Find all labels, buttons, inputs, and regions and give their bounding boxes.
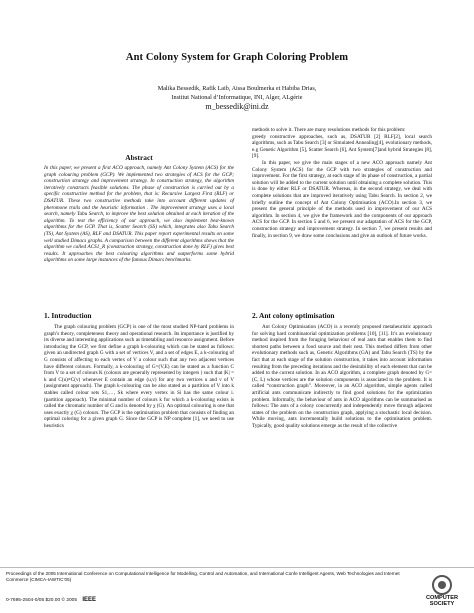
introduction-section: [44, 311, 234, 430]
society-name-line2: SOCIETY: [429, 601, 455, 608]
aco-section: [252, 311, 432, 430]
author-names: Malika Bessedik, Rafik Laib, Aissa Boulmerka et Habiba Drias,: [157, 85, 317, 92]
ieee-logo: IEEE: [82, 597, 97, 603]
abstract-heading: Abstract: [125, 153, 153, 162]
footer-divider: [0, 567, 474, 568]
isbn-text: 0-7695-2504-0/05 $20.00 © 2005: [6, 598, 78, 603]
abstract-text: In this paper, we present a first ACO approach, namely Ant Colony System (ACS) for the graph colouring problem (GCP). We implemented two strategies of ACS for the GCP; construction strategy and improvement strategy. In construction strategy, the algorithm iteratively constructs feasible solutions. The phase of construction is carried out by a specific constructive method for the problem, that is: Recursive Largest First (RLF) or DSATUR. These two constructive methods take into account different updates of pheromone trails and the heuristic information . The improvement strategy uses a local search, namely Tabu Search, to improve the best solution obtained at each iteration of the algorithm. To test the efficiency of our approach, we also implement best-known algorithms for the GCP. That is, Scatter Search (SS) which, integrates also Tabu Search (TS), Ant System (AS), RLF and DSATUR. This paper report experimental results on some well studied Dimacs graphs. A comparison between the different algorithms shows that the algorithm we called ACS1_R (construction strategy, construction done by RLF) gives best results. It approaches the best colouring algorithms and outperforms some hybrid algorithms on some large instances of the famous Dimacs benchmarks.: [44, 165, 234, 264]
computer-society-logo: [417, 575, 467, 608]
society-emblem-icon: [432, 575, 452, 595]
society-name-line1: COMPUTER: [425, 595, 458, 601]
proceedings-note: Proceedings of the 2005 International Conference on Computational Intelligence for Modelling, Control and Automation, and International Confe Intelligent Agents, Web Technologies and Internet Commerce (CIMCA-IAWTIC’05): [6, 571, 400, 582]
paper-title: Ant Colony System for Graph Coloring Problem: [125, 52, 349, 63]
author-institute: Institut National d’Informatique, INI, Alger, ALgérie: [171, 94, 303, 101]
introduction-heading: 1. Introduction: [44, 311, 92, 320]
body-paragraph: greedy constructive approaches, such as, DSATUR [2] RLF[2], local search algorithms, such as Tabu Search [3] or Simulated Annealing[4], evolutionary methods, e.g Genetic Algorithm [5], Scatter Search [6], Ant System[7]and hybrid Strategies [8], [9].: [252, 133, 432, 160]
author-email: m_bessedik@ini.dz: [205, 102, 269, 111]
body-paragraph: methods to solve it. There are many resolutions methods for this problem:: [252, 127, 406, 133]
aco-heading: 2. Ant colony optimisation: [252, 311, 335, 320]
aco-paragraph: Ant Colony Optimisation (ACO) is a recently proposed metaheuristic approach for solving hard combinatorial optimization problems [10], [11]. It’s an evolutionary method inspired from the foraging behaviour of real ants that enables them to find shortest paths between a food source and their nest. This method differs from other evolutionary methods such as, Genetic Algorithms (GA) and Tabu Search (TS) by the fact that at each stage of the solution construction, it takes into account information resulting from the preceding iterations and the desirability of each element that can be added to the current solution. In an ACO algorithm, a complete graph denoted by G=(C, L) whose vertices are the solution components is associated to the problem. It is called “construction graph”. Moreover, in an ACO algorithm, simple agents called artificial ants communicate indirectly to find good solutions for the optimization problem. Informally, the behaviour of ants in ACO algorithms can be summarised as follows: The ants of a colony concurrently and independently move through adjacent states of the problem on the construction graph, applying a stochastic local decision. While moving, ants incrementally build solutions to the optimisation problem. Typically, good quality solutions emerge as the result of the collective: [252, 324, 432, 429]
introduction-paragraph: The graph colouring problem (GCP) is one of the most studied NP-hard problems in graph’s theory, completeness theory and operational research. Its importance is justified by its diverse and interesting applications such as timetabling and resource assignment. Before introducing the GCP, we first define a graph k-colouring which can be stated as follows: given an undirected graph G with a set of vertices V, and a set of edges E, a k-colouring of G consists of affecting to each vertex of V a colour such that any two adjacent vertices have different colours. Formally, a k-colouring of G=(V,E) can be stated as a function C from V to a set of colours K (colours are generally represented by integers ) such that |K| = k and C(u)≠C(v) whenever E contain an edge (u,v) for any two vertices u and v of V (assignment approach). The graph k-colouring can be also stated as a partition of V into k stables called colour sets S1,…, Sk where every vertex in Si has the same colour i. (partition approach). The minimal number of colours k for which a k-colouring exists is called the chromatic number of G and is denoted by χ (G). An optimal colouring is one that uses exactly χ (G) colours. The GCP is the optimisation problem that consists of finding an optimal coloring for a given graph G. Since the GCP is NP complete [1], we need to use heuristics: [44, 324, 234, 429]
isbn-line: [6, 597, 96, 603]
body-paragraph: In this paper, we give the main stages of a new ACO approach namely Ant Colony System (ACS) for the GCP with two strategies of construction and improvement. For the first strategy, at each stage of its phase of construction, a partial solution will be added to the current solution until obtaining a complete solution. This is done by either RLF or DSATUR. Whereas, in the second strategy, we deal with complete solutions that are improved iteratively using Tabu Search. In section 2, we briefly outline the concept of Ant Colony Optimisation (ACO).In section 3, we present the general principle of the methods used in improvement of our ACS algorithm. In section 4, we give the framework and the components of our approach ACS for the GCP. In section 5 and 6, we present our adaptation of ACS for the GCP, construction strategy and improvement strategy. In section 7, we present results and finally, in section 9, we draw some conclusions and give an outlook of future works.: [252, 159, 432, 239]
right-column: [252, 127, 432, 239]
author-block: [0, 84, 474, 112]
left-column: [44, 153, 234, 264]
